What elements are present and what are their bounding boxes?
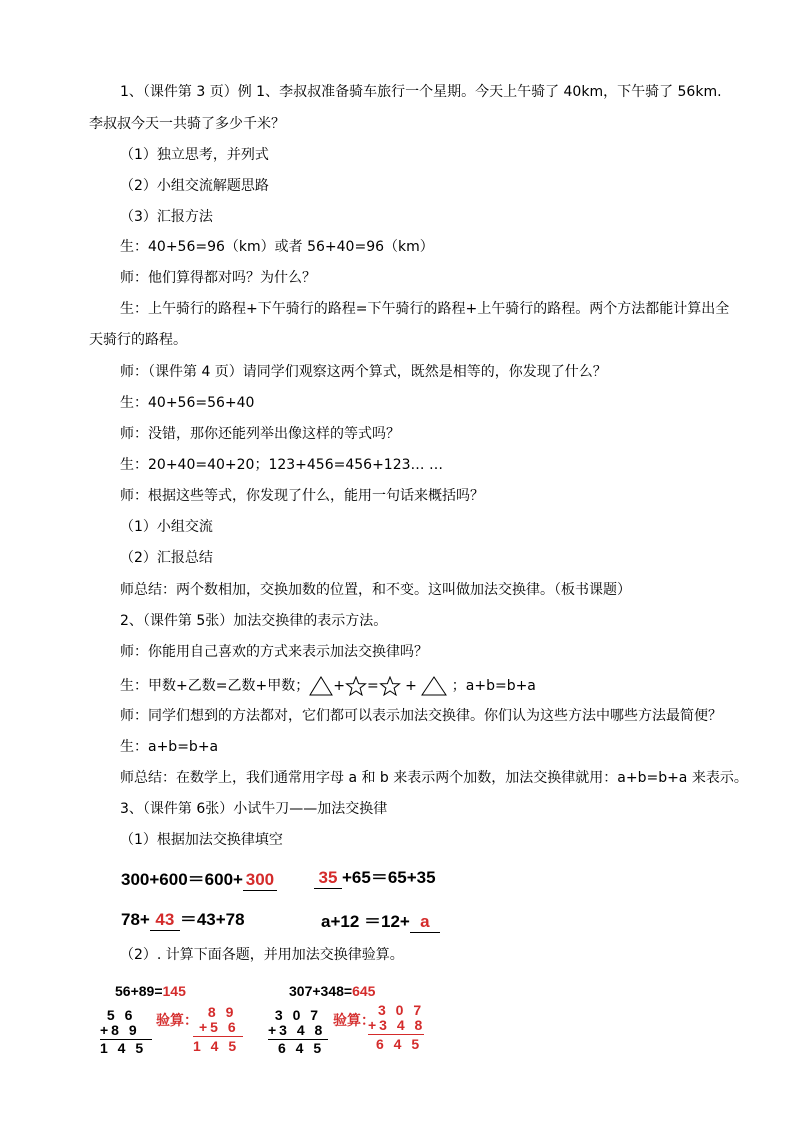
paragraph-6: 师：他们算得都对吗？为什么？ [120,270,316,286]
star-icon [345,676,367,696]
paragraph-12: 师：根据这些等式，你发现了什么，能用一句话来概括吗？ [120,488,484,504]
paragraph-11: 生：20+40=40+20；123+456=456+123… … [120,457,443,473]
answer-blank: 35 [314,868,342,889]
answer-blank: a [410,912,440,933]
triangle-icon [421,676,447,696]
paragraph-14: （2）汇报总结 [120,550,213,566]
paragraph-9: 生：40+56=56+40 [120,395,255,411]
answer-blank: 300 [243,870,277,891]
paragraph-21: 师总结：在数学上，我们通常用字母 a 和 b 来表示两个加数，加法交换律就用：a+b=b+a 来表示。 [120,770,748,786]
paragraph-1b: 李叔叔今天一共骑了多少千米？ [89,116,285,132]
paragraph-1a: 1、（课件第 3 页）例 1、李叔叔准备骑车旅行一个星期。今天上午骑了 40km，下午骑了 56km. [120,84,722,100]
fill-exercise-1: 300+600＝600+ 300 [121,865,277,891]
answer-blank: 43 [150,910,180,931]
paragraph-7b: 天骑行的路程。 [89,332,187,348]
check-calc-1: 8 9 +5 6 1 4 5 [193,1005,253,1055]
paragraph-5: 生：40+56=96（km）或者 56+40=96（km） [120,239,434,255]
fill-exercise-4: a+12 ＝12+ a [321,907,440,933]
paragraph-4: （3）汇报方法 [120,209,213,225]
paragraph-22: 3、（课件第 6张）小试牛刀——加法交换律 [120,801,388,817]
paragraph-16: 2、（课件第 5张）加法交换律的表示方法。 [120,613,388,629]
calc-question-1: 56+89=145 [115,983,186,999]
fill-exercise-2: 35 +65＝65+35 [314,863,436,889]
paragraph-7a: 生：上午骑行的路程+下午骑行的路程=下午骑行的路程+上午骑行的路程。两个方法都能计算出全 [120,301,730,317]
paragraph-2: （1）独立思考，并列式 [120,147,269,163]
paragraph-17: 师：你能用自己喜欢的方式来表示加法交换律吗？ [120,644,428,660]
check-calc-2: 3 0 7 +3 4 8 6 4 5 [368,1002,426,1052]
paragraph-18: 生：甲数+乙数=乙数+甲数； + = + ；a+b=b+a [120,678,536,694]
fill-exercise-3: 78+ 43 ＝43+78 [121,910,245,929]
vertical-calc-1: 5 6 +8 9 1 4 5 [100,1008,160,1056]
check-label-2: 验算： [333,1012,375,1028]
paragraph-23: （1）根据加法交换律填空 [120,832,283,848]
calc-question-2: 307+348=645 [289,983,376,999]
vertical-calc-2: 3 0 7 +3 4 8 6 4 5 [268,1008,338,1056]
paragraph-24: （2）. 计算下面各题，并用加法交换律验算。 [120,947,404,963]
star-icon [379,676,401,696]
paragraph-8: 师：（课件第 4 页）请同学们观察这两个算式，既然是相等的，你发现了什么？ [120,364,607,380]
check-label-1: 验算： [156,1012,198,1028]
paragraph-10: 师：没错，那你还能列举出像这样的等式吗？ [120,426,400,442]
paragraph-15: 师总结：两个数相加，交换加数的位置，和不变。这叫做加法交换律。（板书课题） [120,582,631,598]
triangle-icon [309,676,333,696]
paragraph-13: （1）小组交流 [120,519,213,535]
paragraph-19: 师：同学们想到的方法都对，它们都可以表示加法交换律。你们认为这些方法中哪些方法最简便？ [120,708,722,724]
paragraph-20: 生：a+b=b+a [120,739,219,755]
paragraph-3: （2）小组交流解题思路 [120,178,269,194]
